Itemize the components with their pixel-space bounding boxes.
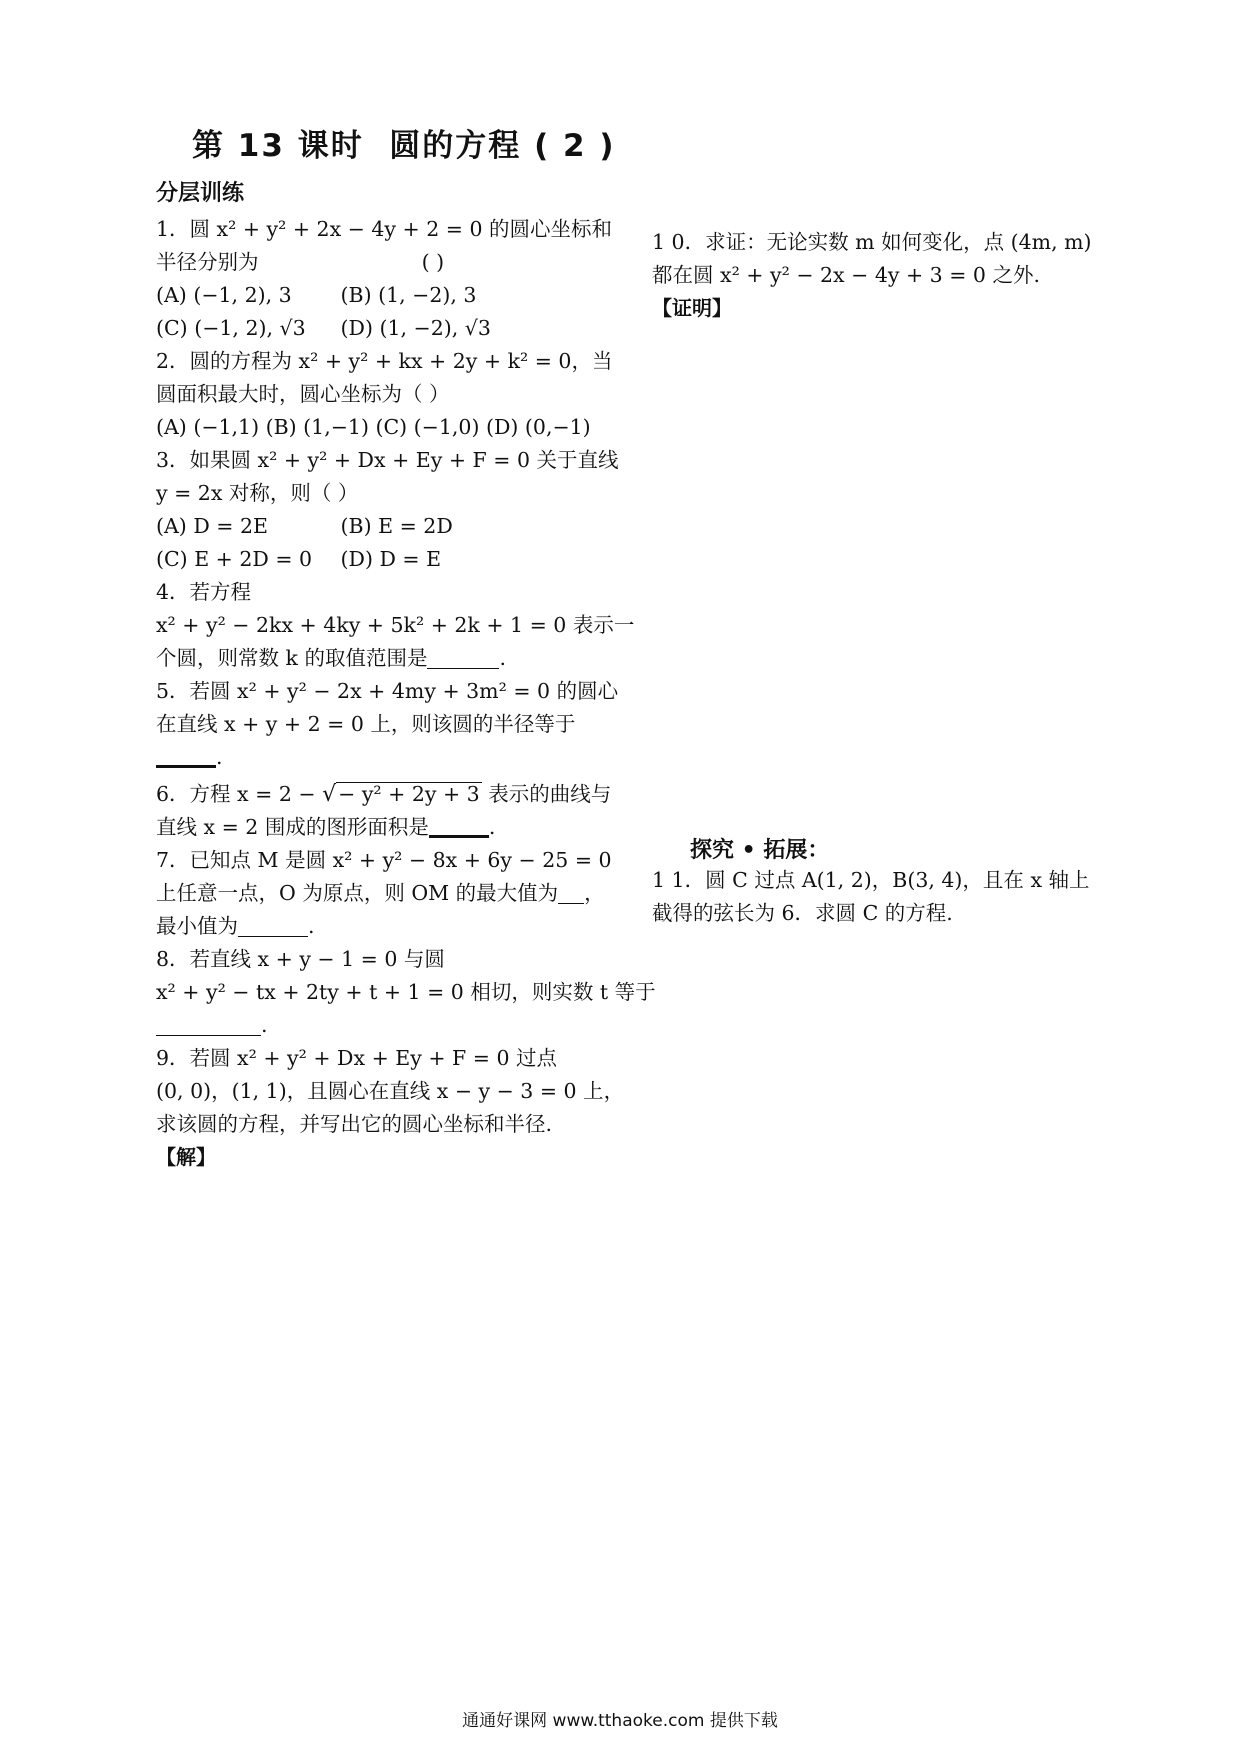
- q1-option-b: (B) (1, −2), 3: [340, 283, 477, 307]
- q7-min-blank[interactable]: [238, 916, 308, 937]
- q4-answer-blank[interactable]: [427, 648, 499, 669]
- question-6: [156, 778, 611, 844]
- q9-line1: 9．若圆 x² + y² + Dx + Ey + F = 0 过点: [156, 1046, 558, 1070]
- q5-end: .: [216, 745, 223, 769]
- q2-options: (A) (−1,1) (B) (1,−1) (C) (−1,0) (D) (0,−1): [156, 415, 591, 439]
- q1-line2-text: 半径分别为: [156, 250, 259, 274]
- q3-line1: 3．如果圆 x² + y² + Dx + Ey + F = 0 关于直线: [156, 448, 619, 472]
- q4-end: .: [499, 646, 506, 670]
- q1-option-a: (A) (−1, 2), 3: [156, 283, 292, 307]
- q1-line2: [156, 246, 611, 279]
- explore-section: [652, 833, 1112, 930]
- q6-line2-text: 直线 x = 2 围成的图形面积是: [156, 815, 429, 839]
- q4-line3: [156, 642, 611, 675]
- q7-line1: 7．已知点 M 是圆 x² + y² − 8x + 6y − 25 = 0: [156, 848, 612, 872]
- q5-answer-blank[interactable]: [156, 745, 216, 768]
- question-10: [652, 226, 1112, 325]
- q7-end: .: [308, 914, 315, 938]
- question-5: [156, 675, 619, 774]
- q6-radicand: − y² + 2y + 3: [338, 782, 480, 806]
- q6-answer-blank[interactable]: [429, 815, 489, 838]
- q4-line3-text: 个圆，则常数 k 的取值范围是: [156, 646, 428, 670]
- question-3: [156, 444, 619, 576]
- q11-line1: 1 1．圆 C 过点 A(1, 2)，B(3, 4)，且在 x 轴上: [652, 868, 1090, 892]
- q8-line3: [156, 1009, 611, 1042]
- q3-option-c: (C) E + 2D = 0: [156, 547, 313, 571]
- question-8: [156, 943, 656, 1042]
- q9-line3: 求该圆的方程，并写出它的圆心坐标和半径.: [156, 1112, 553, 1136]
- q9-answer-label: 【解】: [156, 1145, 216, 1169]
- q10-proof-label: 【证明】: [652, 296, 732, 320]
- q5-line3: [156, 741, 611, 774]
- q1-option-c: (C) (−1, 2), √3: [156, 316, 306, 340]
- q6-line2: [156, 811, 611, 844]
- q8-line2: x² + y² − tx + 2ty + t + 1 = 0 相切，则实数 t 等于: [156, 980, 656, 1004]
- q10-line1: 1 0．求证：无论实数 m 如何变化，点 (4m, m): [652, 230, 1092, 254]
- q5-line2: 在直线 x + y + 2 = 0 上，则该圆的半径等于: [156, 712, 576, 736]
- q2-line2: 圆面积最大时，圆心坐标为（ ）: [156, 382, 450, 406]
- q4-line1: 4．若方程: [156, 580, 252, 604]
- section-heading: 分层训练: [156, 181, 245, 206]
- q1-answer-paren: ( ): [421, 250, 445, 274]
- question-4: [156, 576, 635, 675]
- q3-options-row1: [156, 510, 611, 543]
- sqrt-icon: √: [322, 782, 337, 807]
- q6-suffix: 表示的曲线与: [488, 782, 612, 806]
- q7-line2: [156, 877, 611, 910]
- q3-option-d: (D) D = E: [340, 547, 442, 571]
- q10-line2: 都在圆 x² + y² − 2x − 4y + 3 = 0 之外.: [652, 263, 1040, 287]
- q3-option-b: (B) E = 2D: [340, 514, 453, 538]
- q1-option-d: (D) (1, −2), √3: [340, 316, 491, 340]
- question-7: [156, 844, 611, 943]
- q8-answer-blank[interactable]: [156, 1015, 261, 1036]
- q7-line2-end: ，: [584, 881, 605, 905]
- explore-heading: 探究 • 拓展：: [690, 838, 830, 863]
- question-1: [156, 213, 611, 345]
- q4-line2: x² + y² − 2kx + 4ky + 5k² + 2k + 1 = 0 表示一: [156, 613, 635, 637]
- q8-end: .: [261, 1013, 268, 1037]
- q3-option-a: (A) D = 2E: [156, 514, 268, 538]
- q6-end: .: [488, 815, 496, 839]
- q3-line2: y = 2x 对称，则（ ）: [156, 481, 359, 505]
- page-title: 第 13 课时 圆的方程 ( 2 ): [192, 128, 616, 164]
- q1-line1: 1．圆 x² + y² + 2x − 4y + 2 = 0 的圆心坐标和: [156, 217, 613, 241]
- q7-line3: [156, 910, 611, 943]
- q3-options-row2: [156, 543, 611, 576]
- q5-line1: 5．若圆 x² + y² − 2x + 4my + 3m² = 0 的圆心: [156, 679, 619, 703]
- q7-line2-text: 上任意一点，O 为原点，则 OM 的最大值为: [156, 881, 559, 905]
- q8-line1: 8．若直线 x + y − 1 = 0 与圆: [156, 947, 445, 971]
- q7-line3-text: 最小值为: [156, 914, 238, 938]
- page-footer: 通通好课网 www.tthaoke.com 提供下载: [462, 1711, 778, 1731]
- q6-line1: [156, 778, 611, 811]
- question-9: [156, 1042, 625, 1174]
- q7-max-blank[interactable]: [558, 883, 584, 904]
- q9-line2: (0, 0)，(1, 1)，且圆心在直线 x − y − 3 = 0 上，: [156, 1079, 625, 1103]
- q1-options-row1: [156, 279, 611, 312]
- left-column: [156, 176, 656, 1174]
- q1-options-row2: [156, 312, 611, 345]
- q2-line1: 2．圆的方程为 x² + y² + kx + 2y + k² = 0，当: [156, 349, 613, 373]
- q6-prefix: 6．方程 x = 2 −: [156, 782, 316, 806]
- question-2: [156, 345, 611, 444]
- right-column: [652, 226, 1112, 930]
- q11-line2: 截得的弦长为 6．求圆 C 的方程.: [652, 901, 953, 925]
